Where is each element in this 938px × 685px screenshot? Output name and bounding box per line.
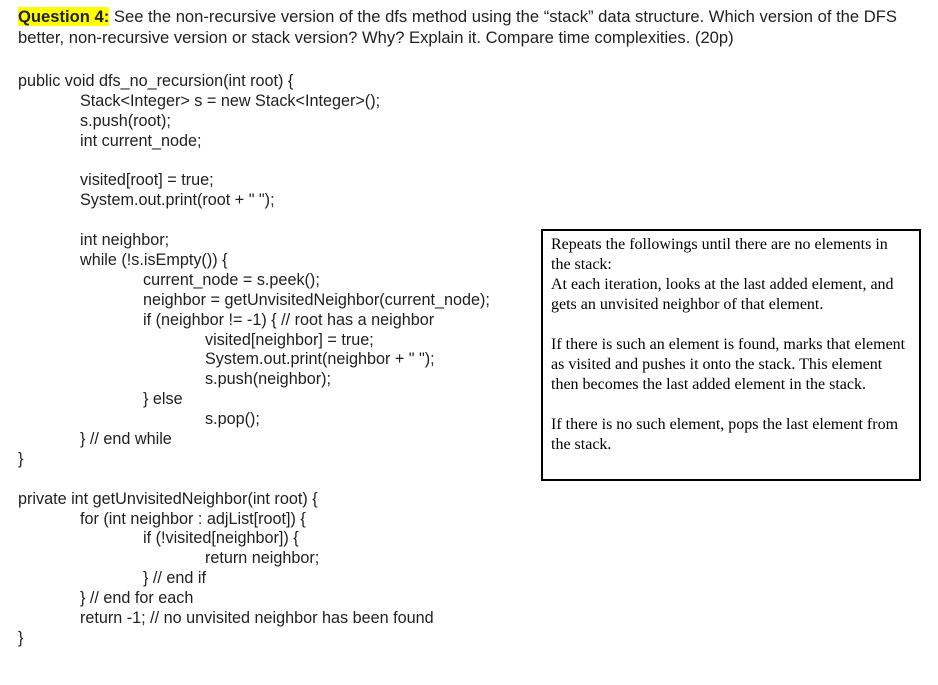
explanation-para-3: If there is such an element is found, marks that element as visited and pushes it onto the stack. This element then becomes the last added element in the stack. xyxy=(551,336,906,393)
code-line: s.push(root); xyxy=(80,111,171,130)
code-line: s.push(neighbor); xyxy=(205,370,331,389)
paragraph-spacer xyxy=(551,395,911,415)
paragraph-spacer xyxy=(551,315,911,335)
code-line: while (!s.isEmpty()) { xyxy=(80,251,228,270)
code-blank-line xyxy=(18,211,548,231)
question-label: Question 4: xyxy=(18,7,110,26)
code-line: } // end for each xyxy=(80,589,194,608)
code-line: return neighbor; xyxy=(205,549,320,568)
code-line: return -1; // no unvisited neighbor has been found xyxy=(80,609,434,628)
code-line: } else xyxy=(143,390,183,409)
code-line: for (int neighbor : adjList[root]) { xyxy=(80,509,306,528)
explanation-box xyxy=(541,229,921,481)
code-line: current_node = s.peek(); xyxy=(143,270,320,289)
code-line: private int getUnvisitedNeighbor(int root) { xyxy=(18,489,318,508)
code-line: } // end if xyxy=(143,569,206,588)
explanation-para-2: At each iteration, looks at the last added element, and gets an unvisited neighbor of that element. xyxy=(551,276,894,313)
code-line: } // end while xyxy=(80,430,172,449)
code-line: Stack<Integer> s = new Stack<Integer>(); xyxy=(80,91,381,110)
code-blank-line xyxy=(18,470,548,490)
code-line: neighbor = getUnvisitedNeighbor(current_node); xyxy=(143,290,490,309)
code-block xyxy=(18,72,548,649)
code-line: s.pop(); xyxy=(205,410,260,429)
question-text xyxy=(18,6,918,48)
code-line: visited[root] = true; xyxy=(80,171,214,190)
question-body: See the non-recursive version of the dfs method using the “stack” data structure. Which version of the DFS better, non-recursive version or stack version? Why? Explain it. Compare time complexities. (20p) xyxy=(18,7,897,47)
code-blank-line xyxy=(18,152,548,172)
code-line: int current_node; xyxy=(80,131,202,150)
code-line: public void dfs_no_recursion(int root) { xyxy=(18,72,294,90)
code-line: System.out.print(root + " "); xyxy=(80,191,275,210)
code-line: System.out.print(neighbor + " "); xyxy=(205,350,435,369)
code-line: } xyxy=(18,628,24,647)
explanation-para-1: Repeats the followings until there are no elements in the stack: xyxy=(551,236,888,273)
code-line: int neighbor; xyxy=(80,231,170,250)
code-line: visited[neighbor] = true; xyxy=(205,330,374,349)
code-line: if (neighbor != -1) { // root has a neighbor xyxy=(143,310,435,329)
code-line: if (!visited[neighbor]) { xyxy=(143,529,299,548)
explanation-para-4: If there is no such element, pops the last element from the stack. xyxy=(551,416,899,453)
code-line: } xyxy=(18,449,24,468)
